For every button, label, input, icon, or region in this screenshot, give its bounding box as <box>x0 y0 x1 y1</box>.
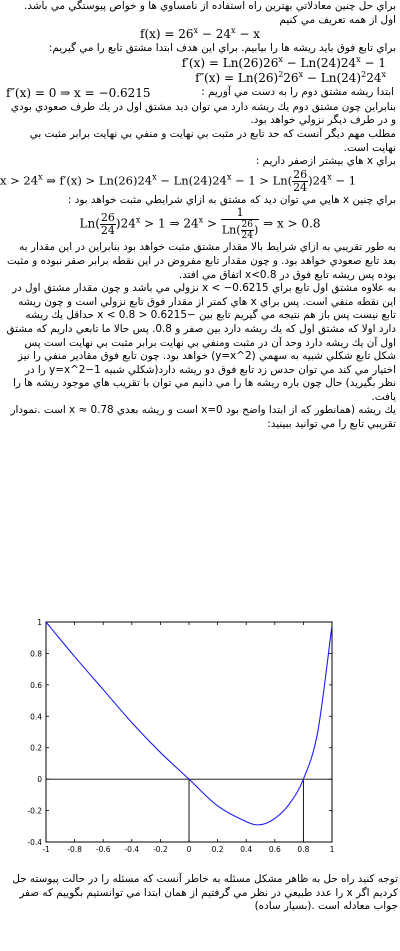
x-tick-label: 0 <box>186 845 192 854</box>
x-tick-label: -0.4 <box>124 845 140 854</box>
paragraph-derivative-goal: براي تابع فوق بايد ريشه ها را بيابيم. براي اين هدف ابتدا مشتق تابع را مي گيريم: <box>48 42 396 55</box>
y-tick-label: 1 <box>37 618 42 627</box>
equation-inequality-1: $x > 24^x$ ⇒ $f'(x) > Ln(26)24^x - Ln(24)24^x - 1 > Ln$( $\frac{26}{24}$ )$24^x - 1$ <box>0 167 357 194</box>
y-tick-label: 0.8 <box>30 649 42 659</box>
fraction-26-24: $\frac{26}{24}$ <box>293 167 308 194</box>
x-tick-label: -1 <box>42 845 50 854</box>
y-tick-label: 0.2 <box>30 743 42 753</box>
paragraph-second-derivative-root: ابتدا ريشه مشتق دوم را به دست مي آوريم : <box>201 86 394 99</box>
x-tick-label: 0.6 <box>268 845 281 854</box>
equation-second-derivative: $f''(x) = Ln(26)^226^x - Ln(24)^224^x$ <box>195 69 386 85</box>
x-tick-label: 0.4 <box>240 845 253 854</box>
y-tick-label: -0.2 <box>27 806 42 816</box>
paragraph-positive-condition: براي چنين x هايي مي توان ديد كه مشتق به ازاي شرايطي مثبت خواهد بود : <box>67 193 396 206</box>
paragraph-monotonic: بنابراين چون مشتق دوم يك ريشه دارد مي توان ديد مشتق اول در يك طرف صعودي بودي و در طرف ديگر نزولي خواهد بود. <box>10 100 396 127</box>
paragraph-define: اول از همه تعريف مي كنيم <box>279 13 396 26</box>
equation-f: $f(x) = 26^x - 24^x - x$ <box>140 26 260 42</box>
document-body <box>0 0 400 432</box>
x-tick-label: 0.2 <box>211 845 224 854</box>
y-tick-label: 0.4 <box>30 712 42 722</box>
paragraph-conclusion-1: به طور تقريبي به ازاي شرايط بالا مقدار مشتق مثبت خواهد بود بنابراين در اين مقدار به بعد تابع صعودي خواهد بود. و چون مقدار تابع مفروض در اين نقطه برابر صفر نبوده و مثبت بوده پس ريشه تابع فوق در x<0.8 اتفاق مي افتد. <box>6 241 396 281</box>
equation-inequality-2: Ln( $\frac{26}{24}$ )$24^x > 1$ ⇒ $24^x$ > 1 Ln( $\frac{26}{24}$ ) ⇒ x > 0.8 <box>79 206 321 242</box>
y-tick-label: -0.4 <box>27 838 42 847</box>
paragraph-limits: مطلب مهم ديگر آنست كه حد تابع در مثبت بي نهايت و منفي بي نهايت برابر مثبت بي نهايت است. <box>29 127 396 154</box>
x-tick-label: -0.6 <box>95 845 111 854</box>
plot-svg <box>0 610 400 860</box>
y-tick-label: 0 <box>37 775 42 785</box>
x-tick-label: -0.8 <box>67 845 82 854</box>
paragraph-roots: يك ريشه (همانطور كه از ابتدا واضح بود x=0 است و ريشه بعدي x ≈ 0.78 است .نمودار تقريبي تابع را مي توانيد ببينيد: <box>10 404 396 431</box>
equation-first-derivative: $f'(x) = Ln(26)26^x - Ln(24)24^x - 1$ <box>181 54 386 70</box>
paragraph-positive-x: براي x هاي بيشتر ازصفر داريم : <box>255 155 396 168</box>
paragraph-intro: براي حل چنين معادلاتي بهترين راه استفاده از نامساوي ها و خواص پيوستگي مي باشد. <box>24 0 396 12</box>
equation-second-derivative-root: f″(x) = 0 ⇒ x = −0.6215 <box>6 85 151 100</box>
x-tick-label: -0.2 <box>153 845 168 854</box>
y-tick-label: 0.6 <box>30 680 42 690</box>
paragraph-note: توجه كنيد راه حل به ظاهر مشكل مسئله به خاطر آنست كه مسئله را در حالت پيوسته حل كرديم اگر x را عدد طبيعي در نظر مي گرفتيم از همان ابتدا مي توانستيم بگوييم كه صفر جواب معادله است .(بسيار ساده) <box>12 873 398 913</box>
function-plot <box>0 610 400 860</box>
paragraph-conclusion-2: به علاوه مشتق اول تابع براي x < −0.6215 نزولي مي باشد و چون مقدار مشتق اول در اين نقطه منفي است. پس براي x هاي كمتر از مقدار فوق تابع نزولي است و چون ريشه تابع نيست پس باز هم نتيجه مي گيريم تابع بين −0.6215 < x < 0.8 حداقل يك ريشه دارد اولا كه مشتق اول كه يك ريشه دارد بين صفر و 0.8. پس حالا ما تابعي داريم كه مشتق اول آن يك ريشه دارد وحد آن در مثبت ومنفي بي نهايت برابر مثبت بي نهايت است پس شكل تابع شكلي شبيه به سهمي (y=x^2) خواهد بود. چون تابع فوق مقادير منفي را نيز اختيار مي كند مي توان حدس زد تابع فوق دو ريشه دارد(شكلي شبيه y=x^2−1 را در نظر بگيريد) حال چون باره ريشه ها را مي دانيم مي توان با تقريب هاي موجود ريشه ها را يافت. <box>6 282 396 403</box>
second-derivative-root-line <box>0 86 400 101</box>
x-tick-label: 1 <box>329 845 335 854</box>
x-tick-label: 0.8 <box>297 845 310 854</box>
